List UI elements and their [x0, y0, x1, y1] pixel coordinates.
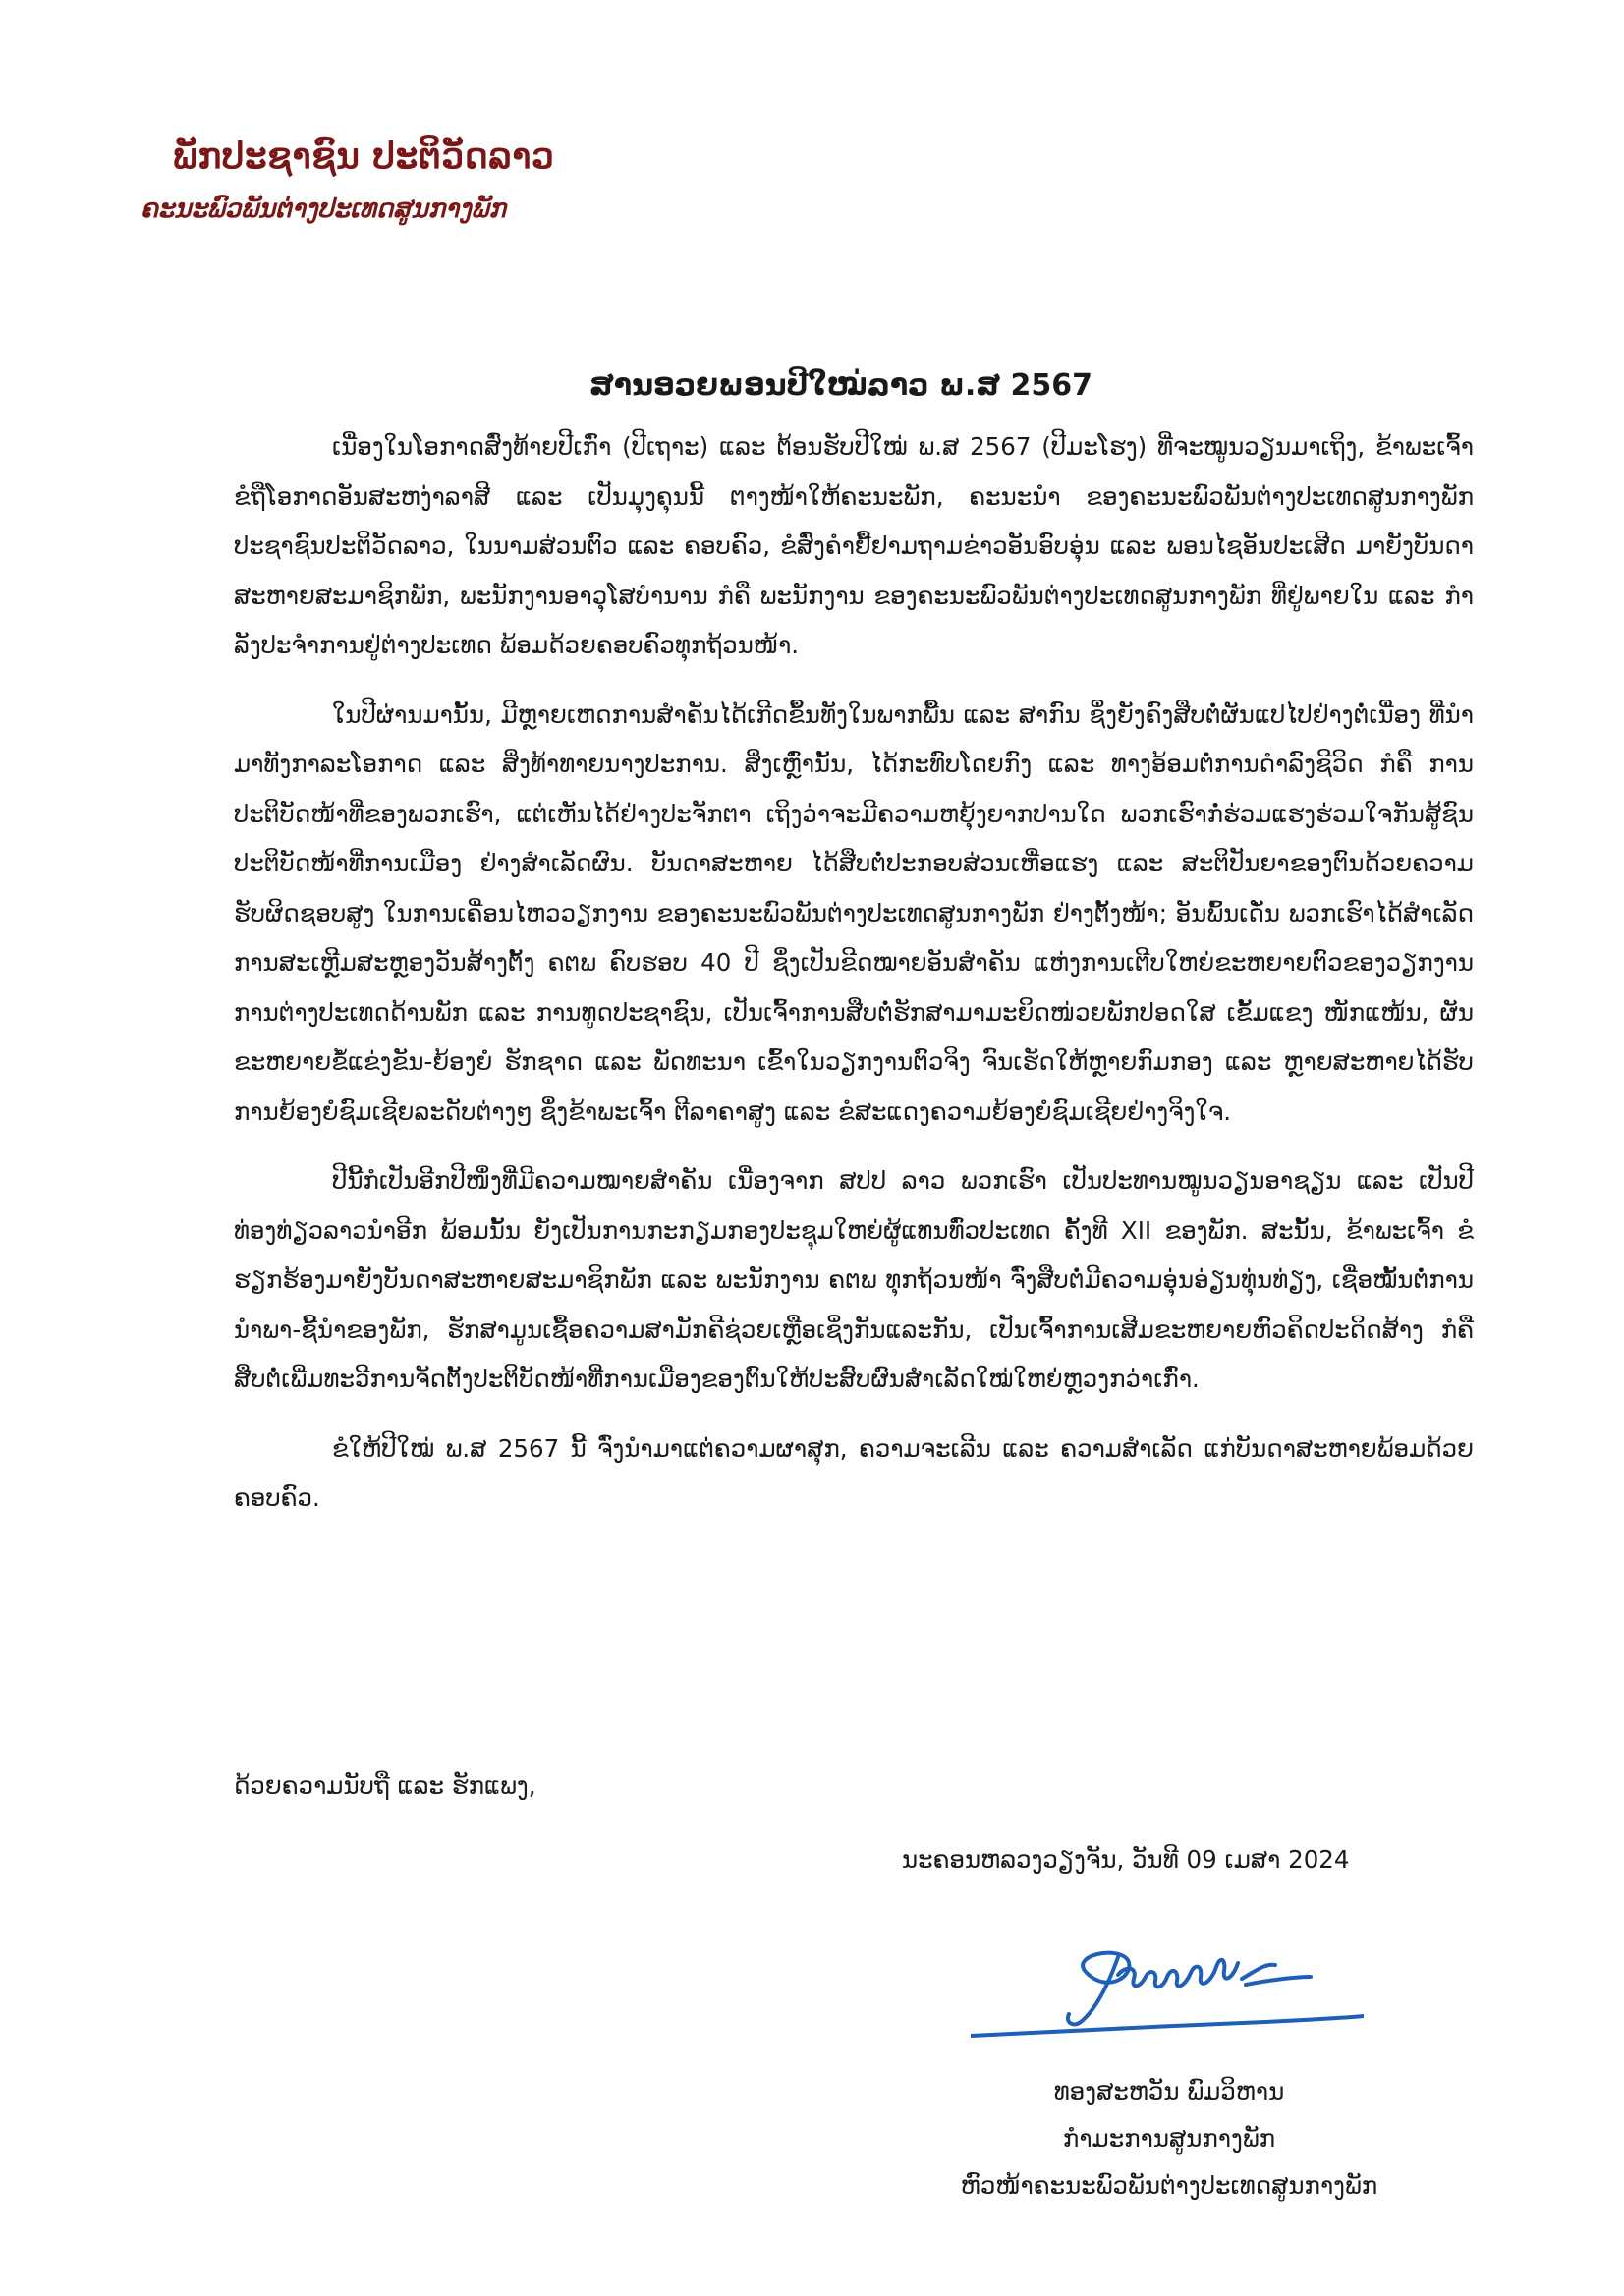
signatory-block — [914, 2068, 1425, 2210]
paragraph-2: ໃນປີຜ່ານມານັ້ນ, ມີຫຼາຍເຫດການສໍາຄັນໄດ້ເກີດຂຶ້ນທັງໃນພາກພື້ນ ແລະ ສາກົນ ຊຶ່ງຍັງຄົງສືບຕໍ່ຜັນແປໄປຢ່າງຕໍ່ເນື່ອງ ທີ່ນໍາມາທັງກາລະໂອກາດ ແລະ ສິ່ງທ້າທາຍນາງປະການ. ສິ່ງເຫຼົ່ານັ້ນ, ໄດ້ກະທົບໂດຍກົງ ແລະ ທາງອ້ອມຕໍ່ການດໍາລົງຊີວິດ ກໍຄື ການປະຕິບັດໜ້າທີ່ຂອງພວກເຮົາ, ແຕ່ເຫັນໄດ້ຢ່າງປະຈັກຕາ ເຖິງວ່າຈະມີຄວາມຫຍຸ້ງຍາກປານໃດ ພວກເຮົາກໍ່ຮ່ວມແຮງຮ່ວມໃຈກັນສູ້ຊົນປະຕິບັດໜ້າທີ່ການເມືອງ ຢ່າງສໍາເລັດຜົນ. ບັນດາສະຫາຍ ໄດ້ສືບຕໍ່ປະກອບສ່ວນເຫື່ອແຮງ ແລະ ສະຕິປັນຍາຂອງຕົນດ້ວຍຄວາມຮັບຜິດຊອບສູງ ໃນການເຄື່ອນໄຫວວຽກງານ ຂອງຄະນະພົວພັນຕ່າງປະເທດສູນກາງພັກ ຢ່າງຕັ້ງໜ້າ; ອັນພົ້ນເດັ່ນ ພວກເຮົາໄດ້ສໍາເລັດການສະເຫຼີມສະຫຼອງວັນສ້າງຕັ້ງ ຄຕພ ຄົບຮອບ 40 ປີ ຊຶ່ງເປັນຂີດໝາຍອັນສໍາຄັນ ແຫ່ງການເຕີບໃຫຍ່ຂະຫຍາຍຕົວຂອງວຽກງານການຕ່າງປະເທດດ້ານພັກ ແລະ ການທູດປະຊາຊົນ, ເປັນເຈົ້າການສືບຕໍ່ຮັກສາມາມະຍິດໜ່ວຍພັກປອດໃສ ເຂັ້ມແຂງ ໜັກແໜ້ນ, ຜັນຂະຫຍາຍຂໍ້ແຂ່ງຂັນ-ຍ້ອງຍໍ ຮັກຊາດ ແລະ ພັດທະນາ ເຂົ້າໃນວຽກງານຕົວຈິງ ຈົນເຮັດໃຫ້ຫຼາຍກົມກອງ ແລະ ຫຼາຍສະຫາຍໄດ້ຮັບການຍ້ອງຍໍຊົມເຊີຍລະດັບຕ່າງໆ ຊຶ່ງຂ້າພະເຈົ້າ ຕີລາຄາສູງ ແລະ ຂໍສະແດງຄວາມຍ້ອງຍໍຊົມເຊີຍຢ່າງຈິງໃຈ. — [234, 700, 1474, 1126]
signatory-position: ກໍາມະການສູນກາງພັກ — [1062, 2124, 1276, 2153]
paragraph-3: ປີນີ້ກໍເປັນອີກປີໜຶ່ງທີ່ມີຄວາມໝາຍສໍາຄັນ ເນື່ອງຈາກ ສປປ ລາວ ພວກເຮົາ ເປັນປະທານໝູນວຽນອາຊຽນ ແລະ ເປັນປີທ່ອງທ່ຽວລາວນໍາອີກ ພ້ອມນັ້ນ ຍັງເປັນການກະກຽມກອງປະຊຸມໃຫຍ່ຜູ້ແທນທົ່ວປະເທດ ຄັ້ງທີ XII ຂອງພັກ. ສະນັ້ນ, ຂ້າພະເຈົ້າ ຂໍຮຽກຮ້ອງມາຍັງບັນດາສະຫາຍສະມາຊິກພັກ ແລະ ພະນັກງານ ຄຕພ ທຸກຖ້ວນໜ້າ ຈົ່ງສືບຕໍ່ມີຄວາມອຸ່ນອ່ຽນທຸ່ນທ່ຽງ, ເຊື່ອໝັ້ນຕໍ່ການນໍາພາ-ຊີ້ນໍາຂອງພັກ, ຮັກສາມູນເຊື້ອຄວາມສາມັກຄີຊ່ວຍເຫຼືອເຊິ່ງກັນແລະກັນ, ເປັນເຈົ້າການເສີມຂະຫຍາຍຫົວຄິດປະດິດສ້າງ ກໍຄື ສືບຕໍ່ເພີ່ມທະວີການຈັດຕັ້ງປະຕິບັດໜ້າທີ່ການເມືອງຂອງຕົນໃຫ້ປະສົບຜົນສໍາເລັດໃໝ່ໃຫຍ່ຫຼວງກວ່າເກົ່າ. — [234, 1166, 1474, 1393]
handwritten-signature — [971, 1916, 1364, 2053]
document-title: ສານອວຍພອນປີໃໝ່ລາວ ພ.ສ 2567 — [589, 368, 1093, 403]
department-name: ຄະນະພົວພັນຕ່າງປະເທດສູນກາງພັກ — [140, 195, 506, 224]
signatory-name: ທອງສະຫວັນ ພົມວິຫານ — [1053, 2077, 1285, 2105]
closing-salutation: ດ້ວຍຄວາມນັບຖື ແລະ ຮັກແພງ, — [234, 1771, 536, 1800]
signatory-role: ຫົວໜ້າຄະນະພົວພັນຕ່າງປະເທດສູນກາງພັກ — [960, 2171, 1378, 2200]
place-and-date: ນະຄອນຫລວງວຽງຈັນ, ວັນທີ 09 ເມສາ 2024 — [902, 1845, 1350, 1874]
letter-body — [234, 422, 1474, 1524]
paragraph-1: ເນື່ອງໃນໂອກາດສົ່ງທ້າຍປີເກົ່າ (ປີເຖາະ) ແລະ ຕ້ອນຮັບປີໃໝ່ ພ.ສ 2567 (ປີມະໂຮງ) ທີ່ຈະໝູນວຽນມາເຖິງ, ຂ້າພະເຈົ້າ ຂໍຖືໂອກາດອັນສະຫງ່າລາສີ ແລະ ເປັນມຸງຄຸນນີ້ ຕາງໜ້າໃຫ້ຄະນະພັກ, ຄະນະນໍາ ຂອງຄະນະພົວພັນຕ່າງປະເທດສູນກາງພັກປະຊາຊົນປະຕິວັດລາວ, ໃນນາມສ່ວນຕົວ ແລະ ຄອບຄົວ, ຂໍສົ່ງຄໍາຢື້ຢາມຖາມຂ່າວອັນອົບອຸ່ນ ແລະ ພອນໄຊອັນປະເສີດ ມາຍັງບັນດາສະຫາຍສະມາຊິກພັກ, ພະນັກງານອາວຸໂສບໍານານ ກໍຄື ພະນັກງານ ຂອງຄະນະພົວພັນຕ່າງປະເທດສູນກາງພັກ ທີ່ຢູ່ພາຍໃນ ແລະ ກໍາລັງປະຈໍາການຢູ່ຕ່າງປະເທດ ພ້ອມດ້ວຍຄອບຄົວທຸກຖ້ວນໜ້າ. — [234, 432, 1474, 659]
paragraph-4: ຂໍໃຫ້ປີໃໝ່ ພ.ສ 2567 ນີ້ ຈົ່ງນໍາມາແຕ່ຄວາມຜາສຸກ, ຄວາມຈະເລີນ ແລະ ຄວາມສໍາເລັດ ແກ່ບັນດາສະຫາຍພ້ອມດ້ວຍຄອບຄົວ. — [234, 1433, 1474, 1512]
organization-name: ພັກປະຊາຊົນ ປະຕິວັດລາວ — [173, 136, 555, 177]
